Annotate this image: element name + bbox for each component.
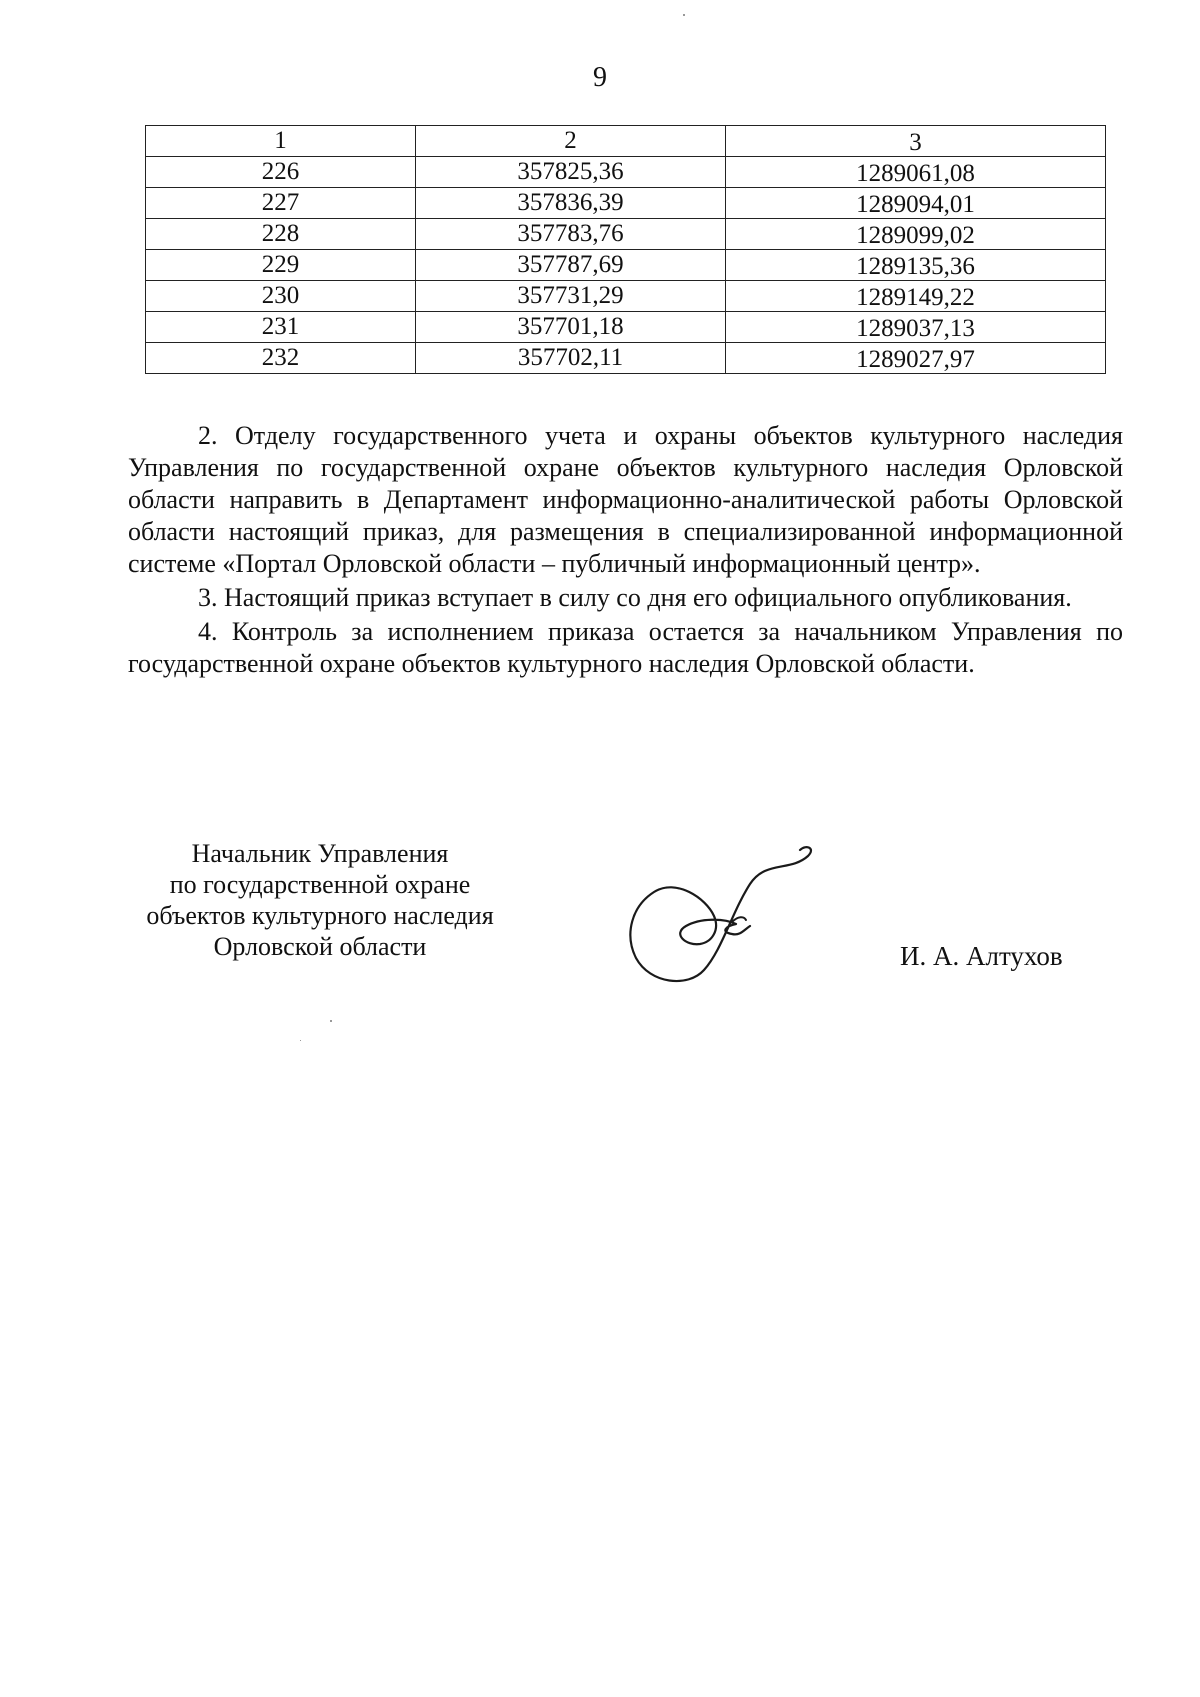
y-coordinate-cell: 1289099,02 bbox=[726, 219, 1106, 250]
y-coordinate-cell: 1289094,01 bbox=[726, 188, 1106, 219]
scan-speck bbox=[330, 1020, 332, 1022]
x-coordinate-cell: 357787,69 bbox=[416, 250, 726, 281]
table-row bbox=[146, 157, 1106, 188]
x-coordinate-cell: 357701,18 bbox=[416, 312, 726, 343]
table-row bbox=[146, 219, 1106, 250]
handwritten-signature bbox=[620, 820, 860, 990]
table-row bbox=[146, 250, 1106, 281]
signatory-position-line: по государственной охране bbox=[169, 870, 471, 899]
point-number-cell: 227 bbox=[146, 188, 416, 219]
y-coordinate-cell: 1289037,13 bbox=[726, 312, 1106, 343]
table-row bbox=[146, 343, 1106, 374]
point-number-cell: 226 bbox=[146, 157, 416, 188]
signatory-name: И. А. Алтухов bbox=[900, 941, 1063, 971]
page-number: 9 bbox=[593, 62, 607, 93]
y-coordinate-cell: 1289135,36 bbox=[726, 250, 1106, 281]
table-header-row bbox=[146, 126, 1106, 157]
coordinates-table bbox=[145, 125, 1106, 374]
table-row bbox=[146, 312, 1106, 343]
paragraph-item-2: 2. Отделу государственного учета и охраны объектов культурного наследия Управления по государственной охране объектов культурного наследия Орловской области направить в Департамент информационно-аналитической работы Орловской области настоящий приказ, для размещения в специализированной информационной системе «Портал Орловской области – публичный информационный центр». bbox=[128, 421, 1123, 578]
x-coordinate-cell: 357836,39 bbox=[416, 188, 726, 219]
signatory-position-line: Орловской области bbox=[213, 932, 427, 961]
order-body-text bbox=[128, 420, 1123, 682]
signatory-position-line: объектов культурного наследия bbox=[146, 901, 494, 930]
y-coordinate-cell: 1289027,97 bbox=[726, 343, 1106, 374]
table-row bbox=[146, 188, 1106, 219]
x-coordinate-cell: 357825,36 bbox=[416, 157, 726, 188]
signatory-position bbox=[110, 838, 530, 962]
x-coordinate-cell: 357731,29 bbox=[416, 281, 726, 312]
paragraph-item-3: 3. Настоящий приказ вступает в силу со дня его официального опубликования. bbox=[198, 583, 1072, 612]
point-number-cell: 228 bbox=[146, 219, 416, 250]
table-header-cell: 1 bbox=[146, 126, 416, 157]
signatory-position-line: Начальник Управления bbox=[191, 839, 449, 868]
point-number-cell: 231 bbox=[146, 312, 416, 343]
table-header-cell: 3 bbox=[726, 126, 1106, 157]
scan-speck bbox=[683, 14, 685, 16]
scan-speck bbox=[300, 1040, 301, 1041]
table-row bbox=[146, 281, 1106, 312]
point-number-cell: 230 bbox=[146, 281, 416, 312]
point-number-cell: 232 bbox=[146, 343, 416, 374]
x-coordinate-cell: 357783,76 bbox=[416, 219, 726, 250]
x-coordinate-cell: 357702,11 bbox=[416, 343, 726, 374]
paragraph-item-4: 4. Контроль за исполнением приказа остается за начальником Управления по государственной охране объектов культурного наследия Орловской области. bbox=[128, 617, 1123, 678]
point-number-cell: 229 bbox=[146, 250, 416, 281]
y-coordinate-cell: 1289149,22 bbox=[726, 281, 1106, 312]
y-coordinate-cell: 1289061,08 bbox=[726, 157, 1106, 188]
table-header-cell: 2 bbox=[416, 126, 726, 157]
